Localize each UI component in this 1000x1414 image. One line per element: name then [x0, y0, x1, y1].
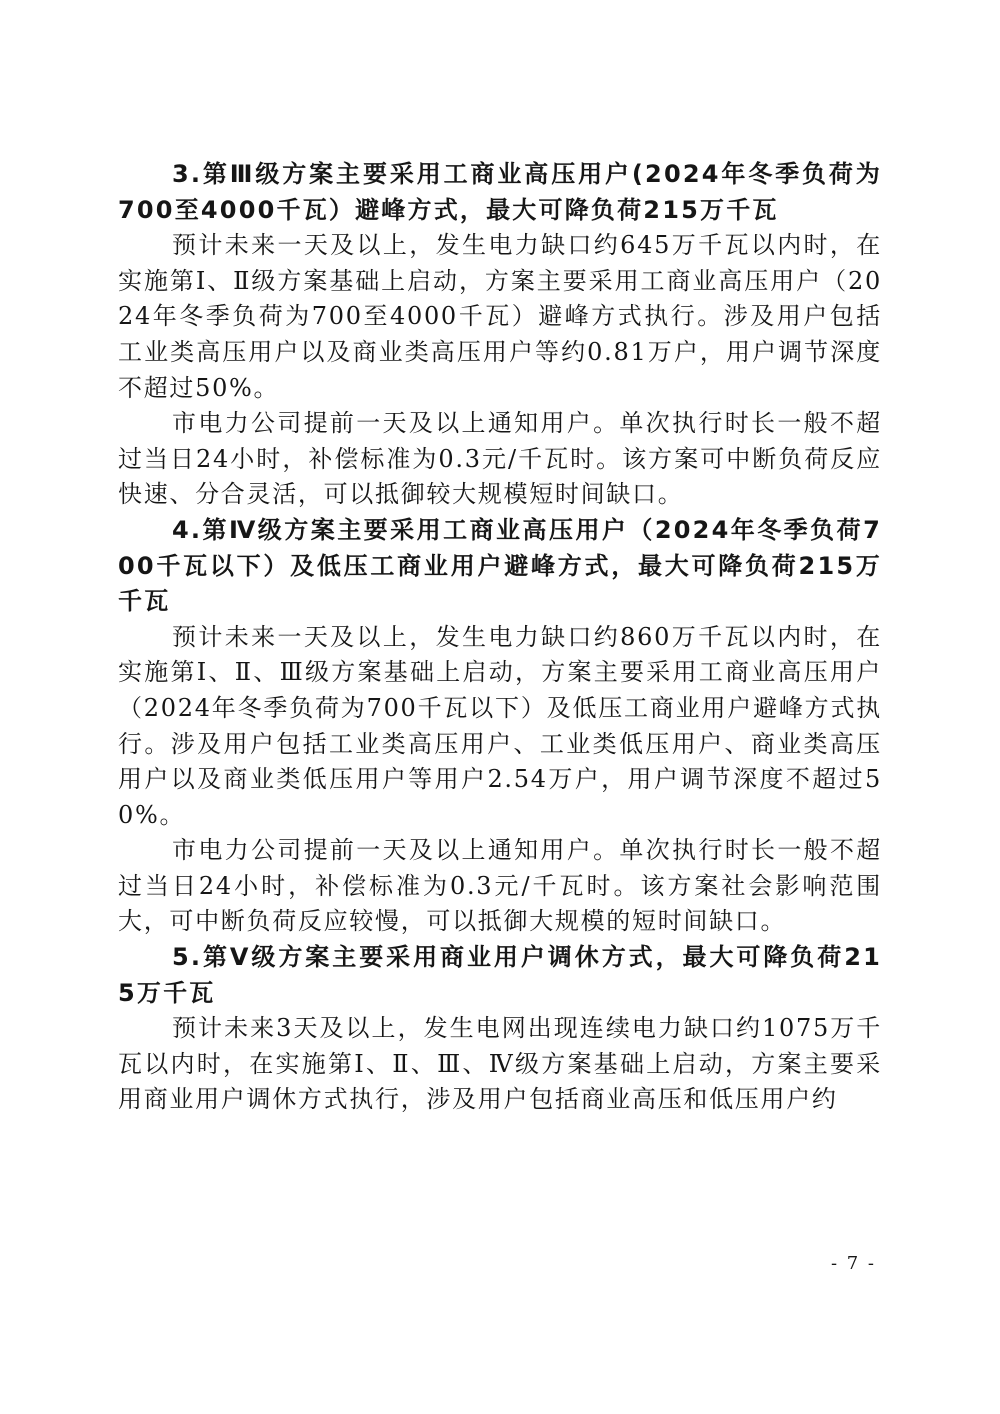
document-body	[118, 157, 882, 1118]
paragraph-level-4-notice: 市电力公司提前一天及以上通知用户。单次执行时长一般不超过当日24小时，补偿标准为0.3元/千瓦时。该方案社会影响范围大，可中断负荷反应较慢，可以抵御大规模的短时间缺口。	[118, 836, 882, 936]
section-heading-level-5: 5.第Ⅴ级方案主要采用商业用户调休方式，最大可降负荷215万千瓦	[118, 943, 882, 1007]
section-heading-level-3: 3.第Ⅲ级方案主要采用工商业高压用户(2024年冬季负荷为700至4000千瓦）避峰方式，最大可降负荷215万千瓦	[118, 160, 882, 224]
page-number: - 7 -	[830, 1253, 876, 1274]
paragraph-level-3-trigger: 预计未来一天及以上，发生电力缺口约645万千瓦以内时，在实施第Ⅰ、Ⅱ级方案基础上启动，方案主要采用工商业高压用户（2024年冬季负荷为700至4000千瓦）避峰方式执行。涉及用户包括工业类高压用户以及商业类高压用户等约0.81万户，用户调节深度不超过50%。	[118, 231, 882, 402]
paragraph-level-4-trigger: 预计未来一天及以上，发生电力缺口约860万千瓦以内时，在实施第Ⅰ、Ⅱ、Ⅲ级方案基础上启动，方案主要采用工商业高压用户（2024年冬季负荷为700千瓦以下）及低压工商业用户避峰方式执行。涉及用户包括工业类高压用户、工业类低压用户、商业类高压用户以及商业类低压用户等用户2.54万户，用户调节深度不超过50%。	[118, 622, 882, 829]
paragraph-level-3-notice: 市电力公司提前一天及以上通知用户。单次执行时长一般不超过当日24小时，补偿标准为0.3元/千瓦时。该方案可中断负荷反应快速、分合灵活，可以抵御较大规模短时间缺口。	[118, 409, 882, 509]
section-heading-level-4: 4.第Ⅳ级方案主要采用工商业高压用户（2024年冬季负荷700千瓦以下）及低压工商业用户避峰方式，最大可降负荷215万千瓦	[118, 515, 882, 616]
paragraph-level-5-trigger: 预计未来3天及以上，发生电网出现连续电力缺口约1075万千瓦以内时，在实施第Ⅰ、Ⅱ、Ⅲ、Ⅳ级方案基础上启动，方案主要采用商业用户调休方式执行，涉及用户包括商业高压和低压用户约	[118, 1014, 882, 1114]
